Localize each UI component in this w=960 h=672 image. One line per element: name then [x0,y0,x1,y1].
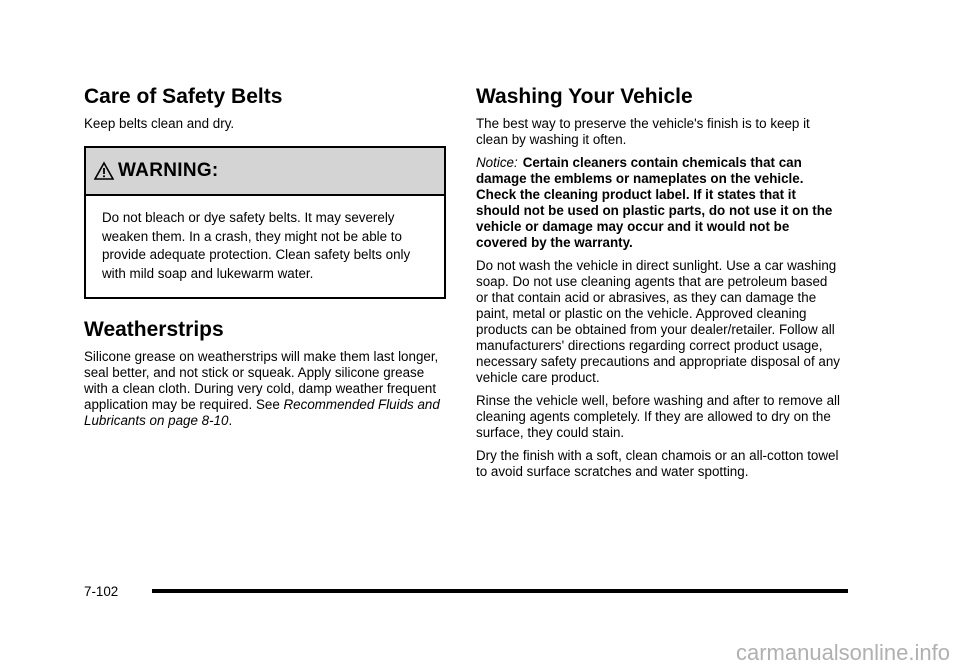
fluids-lubricants-link[interactable]: Recommended Fluids and Lubricants on page 8-10 [84,397,440,428]
care-intro: Keep belts clean and dry. [84,116,235,131]
warning-body [86,196,444,297]
washing-intro: The best way to preserve the vehicle's finish is to keep it clean by washing it often. [476,116,810,147]
page-footer [84,582,848,602]
heading-weatherstrips: Weatherstrips [84,318,224,341]
washing-paragraph-rinse: Rinse the vehicle well, before washing and after to remove all cleaning agents completely. If they are allowed to dry on the surface, they could stain. [476,393,840,440]
warning-header [86,148,444,196]
notice-label: Notice: [476,155,518,170]
site-watermark: carmanualsonline.info [735,640,950,665]
right-column [476,84,840,480]
washing-paragraph-sunlight: Do not wash the vehicle in direct sunlight. Use a car washing soap. Do not use cleaning agents that are petroleum based or that contain acid or abrasives, as they can damage the paint, metal or plastic on the vehicle. Approved cleaning products can be obtained from your dealer/retailer. Follow all manufacturers' directions regarding correct product usage, necessary safety precautions and appropriate disposal of any vehicle care product. [476,258,840,385]
heading-washing-your-vehicle: Washing Your Vehicle [476,85,693,108]
notice-paragraph [476,155,840,251]
page-number: 7-102 [84,584,119,599]
notice-text: Certain cleaners contain chemicals that can damage the emblems or nameplates on the vehicle. Check the cleaning product label. If it states that it should not be used on plastic parts, do not use it on the vehicle or damage may occur and it would not be covered by the warranty. [476,155,833,250]
warning-title: WARNING: [118,160,219,181]
weatherstrips-text [84,349,448,429]
weatherstrips-end: . [228,413,233,428]
warning-box [84,146,446,299]
left-column [84,84,448,429]
washing-paragraph-dry: Dry the finish with a soft, clean chamois or an all-cotton towel to avoid surface scratches and water spotting. [476,448,839,479]
warning-text: Do not bleach or dye safety belts. It may severely weaken them. In a crash, they might not be able to provide adequate protection. Clean safety belts only with mild soap and lukewarm water. [102,210,411,281]
warning-triangle-icon [94,161,114,181]
footer-rule [152,589,848,593]
heading-care-of-safety-belts: Care of Safety Belts [84,85,283,108]
weatherstrips-body: Silicone grease on weatherstrips will make them last longer, seal better, and not stick or squeak. Apply silicone grease with a clean cloth. During very cold, damp weather frequent application may be required. See [84,349,439,412]
